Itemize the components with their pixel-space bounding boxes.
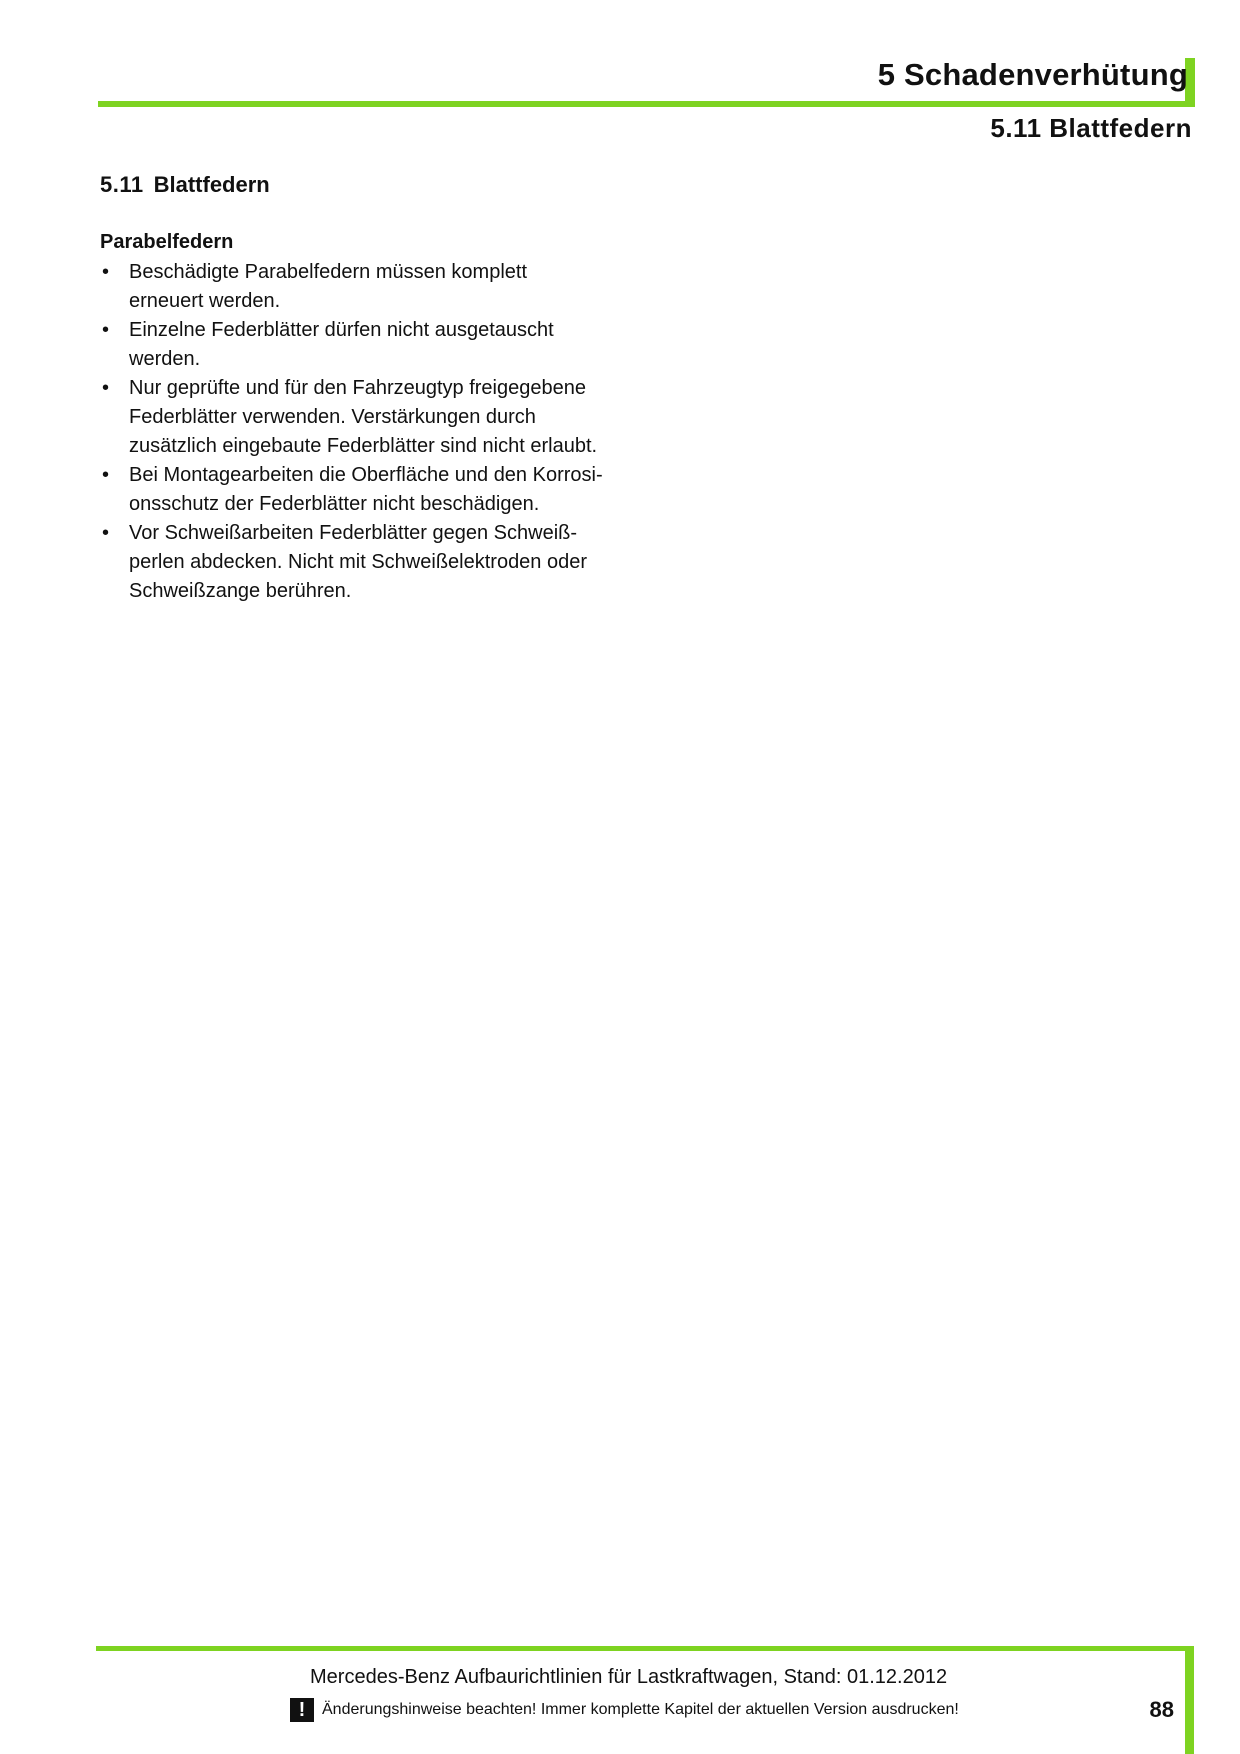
subheading-parabelfedern: Parabelfedern bbox=[100, 231, 234, 253]
section-number: 5.11 bbox=[100, 172, 144, 197]
bullet-list bbox=[100, 258, 620, 606]
bullet-item bbox=[100, 258, 620, 316]
bullet-line: erneuert werden. bbox=[129, 290, 281, 312]
bullet-icon: • bbox=[102, 261, 110, 283]
bullet-icon: • bbox=[102, 319, 110, 341]
section-title-header: 5.11 Blattfedern bbox=[990, 113, 1192, 143]
bullet-line: Federblätter verwenden. Verstärkungen durch bbox=[129, 406, 536, 428]
bullet-item bbox=[100, 374, 620, 461]
bullet-line: Schweißzange berühren. bbox=[129, 580, 352, 602]
page-number: 88 bbox=[1149, 1697, 1174, 1722]
section-name: Blattfedern bbox=[153, 172, 270, 197]
bullet-line: Beschädigte Parabelfedern müssen komplett bbox=[129, 261, 528, 283]
bullet-line: perlen abdecken. Nicht mit Schweißelektroden oder bbox=[129, 551, 588, 573]
footer-document-info: Mercedes-Benz Aufbaurichtlinien für Lastkraftwagen, Stand: 01.12.2012 bbox=[310, 1666, 948, 1688]
chapter-title: 5 Schadenverhütung bbox=[877, 57, 1188, 92]
bullet-icon: • bbox=[102, 377, 110, 399]
bullet-line: Vor Schweißarbeiten Federblätter gegen Schweiß- bbox=[129, 522, 578, 544]
footer-rule-horizontal bbox=[96, 1646, 1194, 1651]
bullet-line: Bei Montagearbeiten die Oberfläche und den Korrosi- bbox=[129, 464, 603, 486]
footer-notice bbox=[290, 1698, 959, 1722]
footer-rule-vertical bbox=[1185, 1646, 1194, 1754]
bullet-line: onsschutz der Federblätter nicht beschädigen. bbox=[129, 493, 540, 515]
warning-icon: ! bbox=[290, 1698, 314, 1722]
header-rule-horizontal bbox=[98, 101, 1195, 107]
bullet-line: Einzelne Federblätter dürfen nicht ausgetauscht bbox=[129, 319, 554, 341]
bullet-item bbox=[100, 519, 620, 606]
bullet-line: werden. bbox=[129, 348, 201, 370]
section-heading bbox=[100, 172, 270, 198]
bullet-icon: • bbox=[102, 464, 110, 486]
bullet-line: zusätzlich eingebaute Federblätter sind nicht erlaubt. bbox=[129, 435, 598, 457]
bullet-item bbox=[100, 461, 620, 519]
footer-notice-text: Änderungshinweise beachten! Immer komplette Kapitel der aktuellen Version ausdrucken! bbox=[322, 1701, 959, 1718]
bullet-item bbox=[100, 316, 620, 374]
bullet-icon: • bbox=[102, 522, 110, 544]
bullet-line: Nur geprüfte und für den Fahrzeugtyp freigegebene bbox=[129, 377, 586, 399]
